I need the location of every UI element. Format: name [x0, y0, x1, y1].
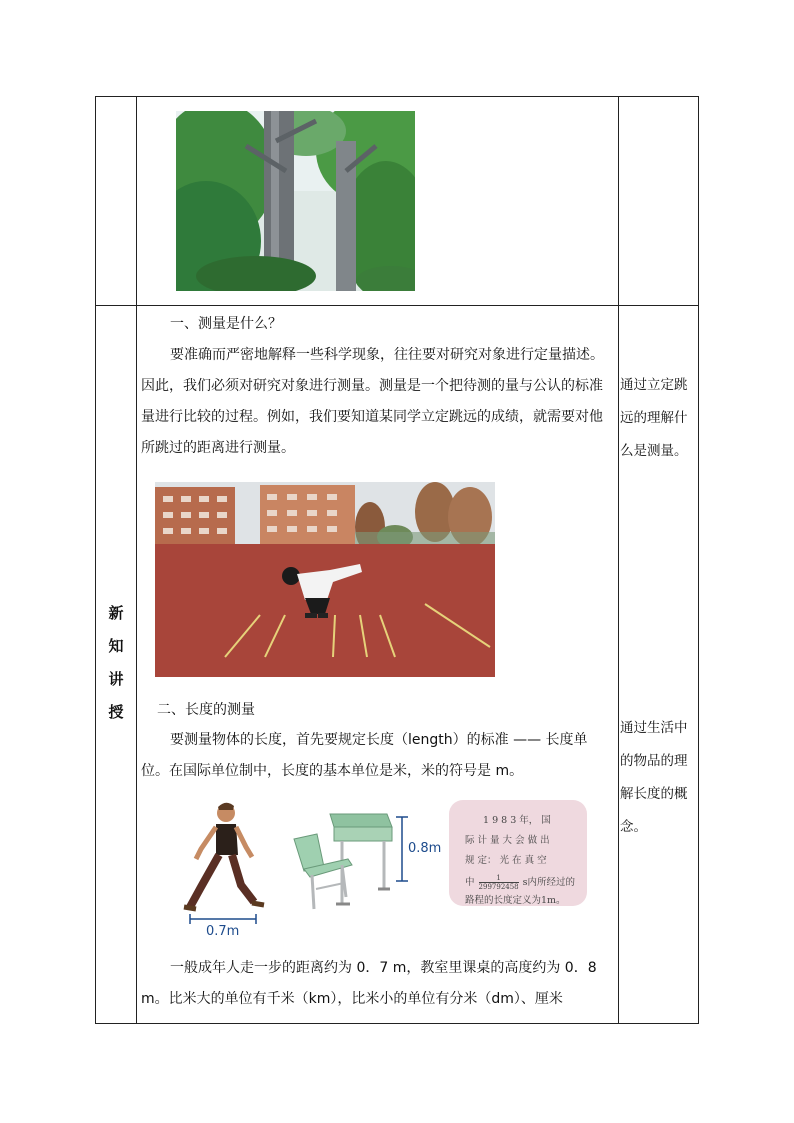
meter-definition-note: [449, 800, 587, 906]
length-line-1: 要测量物体的长度，首先要规定长度（length）的标准 —— 长度单: [170, 732, 588, 748]
section-char-4: 授: [108, 703, 124, 721]
lesson-table: [95, 96, 699, 1024]
note-line-5: 路程的长度定义为1m。: [465, 895, 566, 906]
measure-line-4: 所跳过的距离进行测量。: [141, 440, 295, 456]
note-prefix: 中: [465, 877, 475, 888]
note-line-3: 规 定： 光 在 真 空: [465, 855, 547, 866]
measure-line-2: 因此，我们必须对研究对象进行测量。测量是一个把待测的量与公认的标准: [141, 378, 603, 394]
length-note-line-3: 解长度的概: [620, 786, 688, 802]
row-divider: [96, 305, 698, 306]
walking-man-figure: [176, 797, 266, 942]
length-heading: 二、长度的测量: [157, 702, 255, 718]
jump-side-note: [620, 369, 698, 468]
column-divider-1: [136, 97, 137, 1023]
section-char-3: 讲: [108, 670, 124, 688]
note-line-2: 际 计 量 大 会 做 出: [465, 835, 550, 846]
column-divider-2: [618, 97, 619, 1023]
section-label: [96, 602, 136, 734]
length-note-line-2: 的物品的理: [620, 753, 688, 769]
section-char-2: 知: [108, 637, 124, 655]
length-note-line-4: 念。: [620, 819, 647, 835]
length-side-note: [620, 712, 698, 844]
note-fraction: [479, 874, 519, 891]
length-line-2: 位。在国际单位制中，长度的基本单位是米，米的符号是 m。: [141, 763, 524, 779]
measure-line-1: 要准确而严密地解释一些科学现象，往往要对研究对象进行定量描述。: [170, 347, 604, 363]
length-bottom-line-2: m。比米大的单位有千米（km），比米小的单位有分米（dm）、厘米: [141, 991, 563, 1007]
jump-note-line-2: 远的理解什: [620, 410, 688, 426]
measure-line-3: 量进行比较的过程。例如，我们要知道某同学立定跳远的成绩，就需要对他: [141, 409, 603, 425]
desk-height-label: 0.8m: [408, 841, 442, 856]
measure-heading: 一、测量是什么？: [170, 316, 282, 332]
note-line-1: 1 9 8 3 年， 国: [483, 815, 551, 826]
jump-note-line-3: 么是测量。: [620, 443, 688, 459]
note-line-4: [465, 874, 575, 891]
long-jump-photo: [155, 482, 495, 677]
note-fraction-numerator: 1: [479, 874, 519, 883]
forest-photo: [176, 111, 415, 291]
length-note-line-1: 通过生活中: [620, 720, 688, 736]
jump-note-line-1: 通过立定跳: [620, 377, 688, 393]
note-suffix: s内所经过的: [522, 877, 576, 888]
desk-chair-figure: [292, 809, 442, 919]
length-bottom-line-1: 一般成年人走一步的距离约为 0．7 m，教室里课桌的高度约为 0．8: [170, 960, 597, 976]
step-length-label: 0.7m: [206, 924, 240, 939]
note-fraction-denominator: 299792458: [478, 883, 519, 891]
section-char-1: 新: [108, 604, 124, 622]
